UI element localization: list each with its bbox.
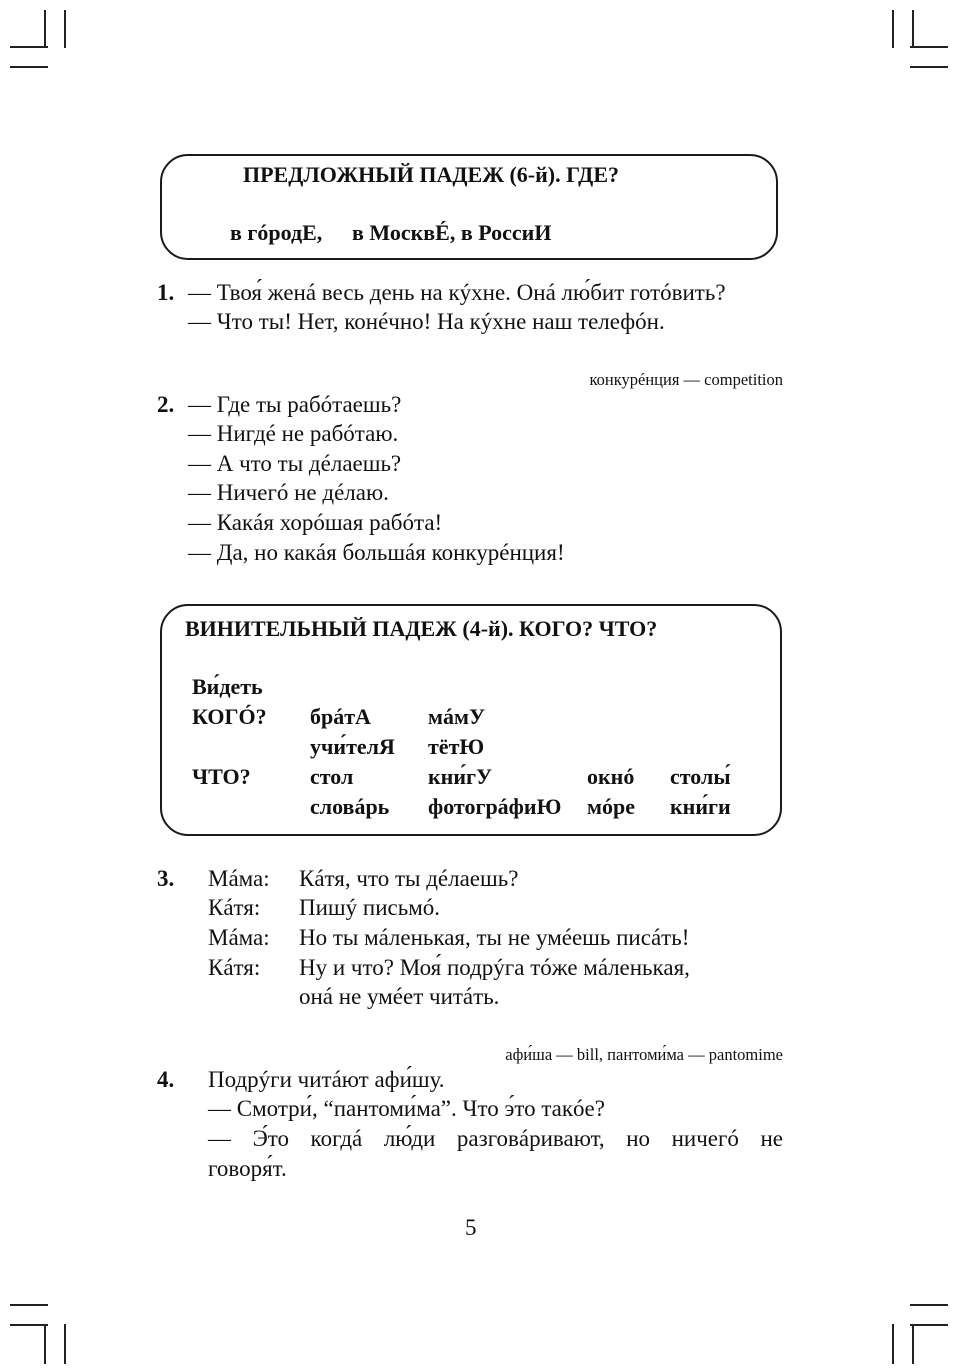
declension-word: мáмУ	[428, 704, 486, 729]
dialogue-line: говоря́т.	[208, 1156, 287, 1181]
dialogue-line: — Ничегó не дéлаю.	[188, 480, 389, 505]
crop-mark	[912, 1324, 914, 1364]
vocabulary-gloss: афи́ша — bill, пантоми́ма — pantomime	[505, 1045, 783, 1064]
dialogue-line: — Э́то когдá лю́ди разговáривают, но ничегó не	[208, 1126, 783, 1151]
crop-mark	[10, 1324, 48, 1326]
declension-word: брáтА	[310, 704, 371, 729]
dialogue-line: — Да, но какáя большáя конкурéнция!	[188, 540, 565, 565]
speaker-label: Мáма:	[208, 925, 270, 950]
crop-mark	[10, 46, 48, 48]
dialogue-line: Ну и что? Моя́ подрýга тóже мáленькая,	[299, 955, 690, 980]
dialogue-line: — Где ты рабóтаешь?	[188, 392, 402, 417]
declension-word: фотогрáфиЮ	[428, 794, 562, 819]
dialogue-line: Кáтя, что ты дéлаешь?	[299, 866, 519, 891]
dialogue-line: Пишý письмó.	[299, 895, 440, 920]
declension-word: учи́телЯ	[310, 734, 395, 759]
crop-mark	[910, 1324, 948, 1326]
dialogue-line: — Нигдé не рабóтаю.	[188, 421, 399, 446]
narrative-line: Подрýги читáют афи́шу.	[208, 1067, 445, 1092]
declension-word: стол	[310, 764, 354, 789]
crop-mark	[44, 10, 46, 48]
prepositional-example: в МосквÉ, в РоссиИ	[352, 220, 552, 245]
verb-label: Ви́деть	[192, 674, 263, 699]
crop-mark	[10, 66, 48, 68]
crop-mark	[44, 1324, 46, 1364]
declension-word: кни́гУ	[428, 764, 493, 789]
exercise-number: 2.	[157, 392, 175, 417]
exercise-number: 4.	[157, 1067, 175, 1092]
declension-word: тётЮ	[428, 734, 485, 759]
declension-word: окнó	[587, 764, 635, 789]
prepositional-example: в гóродЕ,	[230, 220, 323, 245]
speaker-label: Кáтя:	[208, 895, 261, 920]
prepositional-case-title: ПРЕДЛОЖНЫЙ ПАДЕЖ (6-й). ГДЕ?	[243, 162, 619, 187]
crop-mark	[910, 66, 948, 68]
declension-word: столы́	[670, 764, 731, 789]
dialogue-line: — Какáя хорóшая рабóта!	[188, 510, 443, 535]
crop-mark	[912, 10, 914, 48]
dialogue-line: — Смотри́, “пантоми́ма”. Что э́то такóе?	[208, 1096, 605, 1121]
dialogue-line: Но ты мáленькая, ты не умéешь писáть!	[299, 925, 690, 950]
dialogue-line: — А что ты дéлаешь?	[188, 451, 402, 476]
dialogue-line: — Твоя́ женá весь день на кýхне. Онá лю́бит готóвить?	[188, 280, 726, 305]
exercise-number: 3.	[157, 866, 175, 891]
declension-word: кни́ги	[670, 794, 731, 819]
accusative-case-title: ВИНИТЕЛЬНЫЙ ПАДЕЖ (4-й). КОГО? ЧТО?	[185, 616, 658, 641]
crop-mark	[892, 10, 894, 48]
crop-mark	[910, 1304, 948, 1306]
dialogue-line: онá не умéет читáть.	[299, 984, 500, 1009]
crop-mark	[892, 1324, 894, 1364]
exercise-number: 1.	[157, 280, 175, 305]
declension-word: словáрь	[310, 794, 390, 819]
crop-mark	[64, 1324, 66, 1364]
vocabulary-gloss: конкурéнция — competition	[589, 370, 783, 389]
dialogue-line: — Что ты! Нет, конéчно! На кýхне наш телефóн.	[188, 309, 665, 334]
speaker-label: Кáтя:	[208, 955, 261, 980]
page-number: 5	[465, 1215, 477, 1240]
declension-word: мóре	[587, 794, 635, 819]
question-what: ЧТО?	[192, 764, 251, 789]
crop-mark	[910, 46, 948, 48]
crop-mark	[10, 1304, 48, 1306]
question-whom: КОГÓ?	[192, 704, 267, 729]
crop-mark	[64, 10, 66, 48]
speaker-label: Мáма:	[208, 866, 270, 891]
